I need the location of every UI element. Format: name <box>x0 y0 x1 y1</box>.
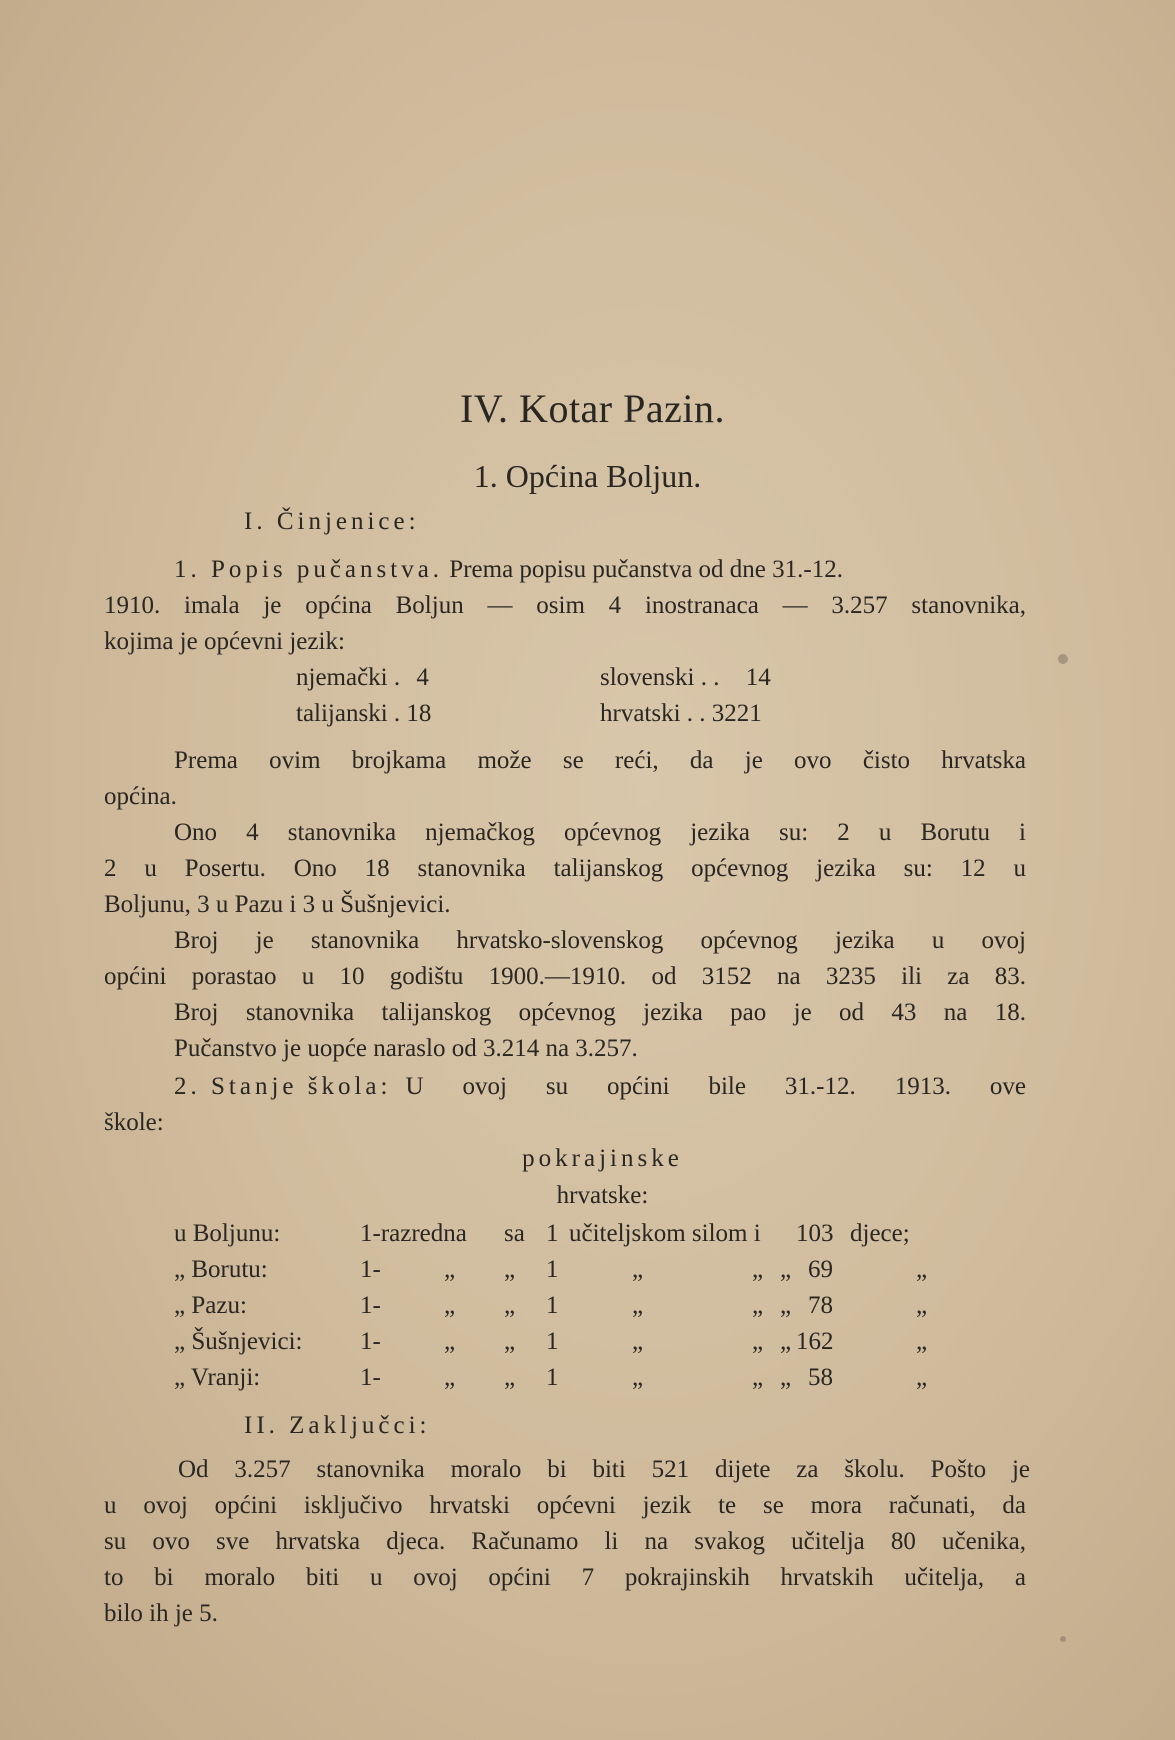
schools-label: 2. Stanje škola: <box>174 1073 392 1100</box>
conclusion-line-3: su ovo sve hrvatska djeca. Računamo li na svakog učitelja 80 učenika, <box>104 1528 1026 1555</box>
school-row: „ Vranji: 1- „ „ 1 „ „ „ 58 „ <box>174 1364 928 1391</box>
census-line-1: 1. Popis pučanstva. Prema popisu pučanstva od dne 31.-12. <box>174 556 843 583</box>
conclusion-line-5: bilo ih je 5. <box>104 1600 218 1627</box>
ink-spot <box>1058 654 1068 664</box>
page-title: IV. Kotar Pazin. <box>460 386 725 431</box>
paragraph-2-line-2: 2 u Posertu. Ono 18 stanovnika talijanskog općevnog jezika su: 12 u <box>104 855 1026 882</box>
paragraph-4: Broj stanovnika talijanskog općevnog jezika pao je od 43 na 18. <box>174 999 1026 1026</box>
school-row: „ Borutu: 1- „ „ 1 „ „ „ 69 „ <box>174 1256 928 1283</box>
paragraph-1-line-1: Prema ovim brojkama može se reći, da je ovo čisto hrvatska <box>174 747 1026 774</box>
census-line-3: kojima je općevni jezik: <box>104 628 345 655</box>
school-row: u Boljunu: 1-razredna sa 1 učiteljskom silom i 103 djece; <box>174 1220 910 1247</box>
schools-line-1: 2. Stanje škola: U ovoj su općini bile 31.-12. 1913. ove <box>174 1069 1026 1105</box>
conclusion-line-1: Od 3.257 stanovnika moralo bi biti 521 dijete za školu. Pošto je <box>178 1456 1030 1483</box>
lang-slovenski: slovenski . . 14 <box>600 664 771 691</box>
section-label-facts: I. Činjenice: <box>244 508 420 535</box>
schools-heading-provincial: pokrajinske <box>522 1145 683 1172</box>
section-label-conclusions: II. Zaključci: <box>244 1412 431 1439</box>
page-subtitle: 1. Općina Boljun. <box>473 458 702 494</box>
census-line-2: 1910. imala je općina Boljun — osim 4 inostranaca — 3.257 stanovnika, <box>104 592 1026 619</box>
census-label: 1. Popis pučanstva. <box>174 556 444 583</box>
lang-njemacki: njemački . 4 <box>296 664 429 691</box>
lang-talijanski: talijanski . 18 <box>296 700 432 727</box>
paragraph-5: Pučanstvo je uopće naraslo od 3.214 na 3.257. <box>174 1035 638 1062</box>
conclusion-line-2: u ovoj općini isključivo hrvatski općevni jezik te se mora računati, da <box>104 1492 1026 1519</box>
lang-hrvatski: hrvatski . . 3221 <box>600 700 762 727</box>
paragraph-1-line-2: općina. <box>104 783 177 810</box>
paragraph-2-line-1: Ono 4 stanovnika njemačkog općevnog jezika su: 2 u Borutu i <box>174 819 1026 846</box>
ink-spot <box>1060 1636 1066 1642</box>
school-row: „ Šušnjevici: 1- „ „ 1 „ „ „ 162 „ <box>174 1328 928 1355</box>
paragraph-3-line-1: Broj je stanovnika hrvatsko-slovenskog općevnog jezika u ovoj <box>174 927 1026 954</box>
school-row: „ Pazu: 1- „ „ 1 „ „ „ 78 „ <box>174 1292 928 1319</box>
paragraph-3-line-2: općini porastao u 10 godištu 1900.—1910. od 3152 na 3235 ili za 83. <box>104 963 1026 990</box>
paragraph-2-line-3: Boljunu, 3 u Pazu i 3 u Šušnjevici. <box>104 891 451 918</box>
schools-heading-croatian: hrvatske: <box>556 1182 649 1209</box>
conclusion-line-4: to bi moralo biti u ovoj općini 7 pokrajinskih hrvatskih učitelja, a <box>104 1564 1026 1591</box>
schools-line-2: škole: <box>104 1109 164 1136</box>
